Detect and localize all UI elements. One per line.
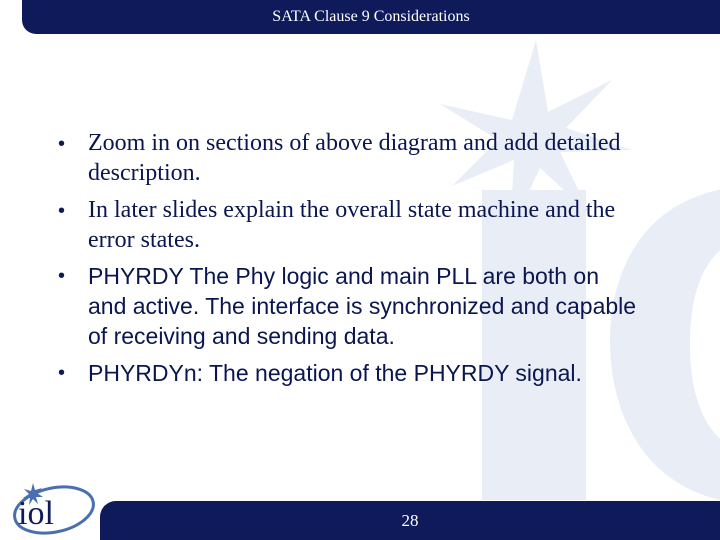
bullet-text: Zoom in on sections of above diagram and add detailed description. [88, 130, 621, 186]
bullet-text: In later slides explain the overall state machine and the error states. [88, 197, 616, 253]
footer-bar [100, 501, 720, 540]
bullet-list [58, 128, 638, 388]
bullet-marker: • [58, 265, 66, 287]
bullet-item [58, 195, 638, 255]
iol-logo [8, 480, 98, 536]
bullet-item [58, 358, 638, 388]
bullet-marker: • [58, 362, 66, 384]
logo-text: iol [18, 495, 54, 532]
slide-title: SATA Clause 9 Considerations [272, 8, 470, 25]
bullet-marker: • [58, 200, 66, 222]
bullet-marker: • [58, 133, 66, 155]
bullet-text: PHYRDYn: The negation of the PHYRDY signal. [88, 360, 582, 386]
bullet-item [58, 261, 638, 351]
bullet-item [58, 128, 638, 188]
header-bar [22, 0, 720, 34]
bullet-text: PHYRDY The Phy logic and main PLL are both on and active. The interface is synchronized and capable of receiving and sending data. [88, 263, 637, 349]
page-number: 28 [401, 511, 419, 530]
